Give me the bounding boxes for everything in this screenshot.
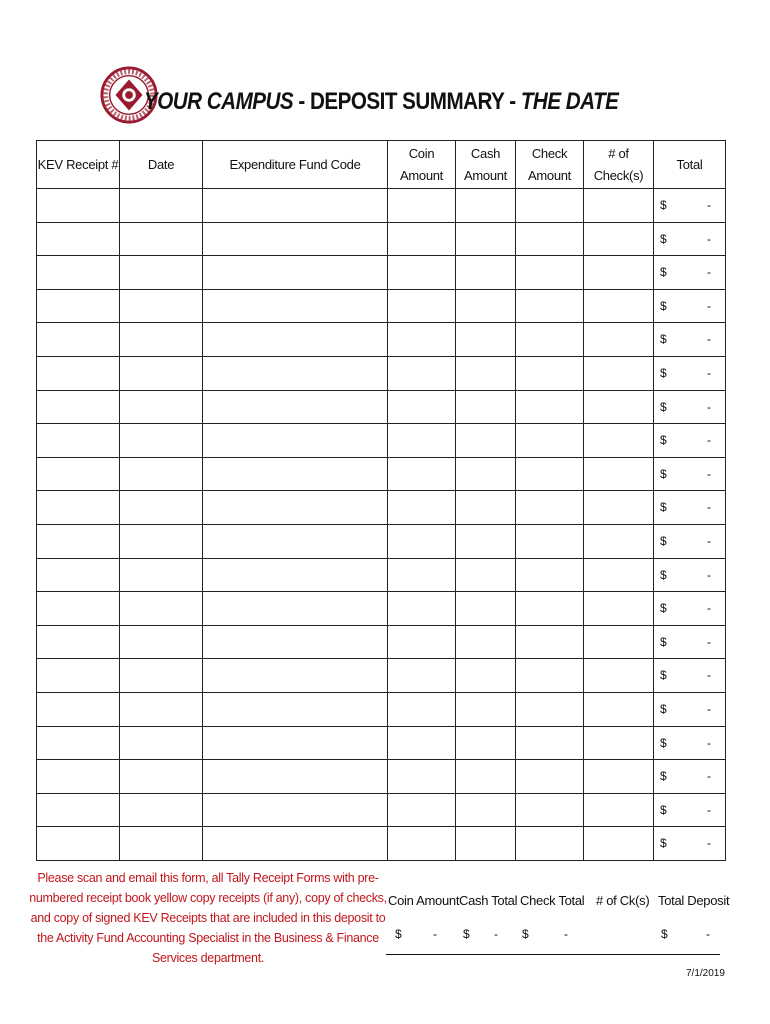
table-cell[interactable]	[516, 491, 584, 525]
cash-total-value: -	[494, 927, 498, 941]
row-total-symbol: $	[660, 533, 667, 548]
row-total-value: -	[707, 601, 711, 616]
table-cell[interactable]	[456, 424, 516, 458]
table-cell	[654, 222, 726, 256]
table-cell[interactable]	[203, 592, 388, 626]
table-cell[interactable]	[203, 659, 388, 693]
table-cell[interactable]	[388, 592, 456, 626]
table-cell	[654, 289, 726, 323]
table-cell[interactable]	[203, 692, 388, 726]
table-row	[37, 625, 726, 659]
table-cell	[654, 625, 726, 659]
table-cell[interactable]	[37, 793, 120, 827]
table-cell[interactable]	[203, 256, 388, 290]
table-cell[interactable]	[203, 289, 388, 323]
table-cell[interactable]	[388, 222, 456, 256]
row-total-value: -	[707, 567, 711, 582]
table-cell[interactable]	[516, 256, 584, 290]
table-cell[interactable]	[37, 524, 120, 558]
row-total-value: -	[707, 533, 711, 548]
column-header	[203, 141, 388, 189]
table-cell[interactable]	[120, 189, 203, 223]
table-cell[interactable]	[37, 390, 120, 424]
table-cell[interactable]	[584, 323, 654, 357]
row-total-symbol: $	[660, 332, 667, 347]
table-cell	[654, 760, 726, 794]
table-cell[interactable]	[388, 793, 456, 827]
table-row	[37, 692, 726, 726]
table-cell[interactable]	[456, 827, 516, 861]
table-cell[interactable]	[516, 424, 584, 458]
table-cell[interactable]	[516, 558, 584, 592]
row-total-symbol: $	[660, 769, 667, 784]
table-cell[interactable]	[120, 659, 203, 693]
column-header-text: Expenditure Fund Code	[229, 156, 361, 172]
table-cell[interactable]	[456, 356, 516, 390]
table-cell	[654, 827, 726, 861]
table-row	[37, 256, 726, 290]
table-cell	[654, 692, 726, 726]
row-total-symbol: $	[660, 365, 667, 380]
table-cell[interactable]	[37, 424, 120, 458]
column-header-text: Cash	[470, 145, 501, 161]
column-header-text: Amount	[527, 167, 571, 183]
table-cell[interactable]	[516, 323, 584, 357]
table-row	[37, 760, 726, 794]
instructions-note: Please scan and email this form, all Tally Receipt Forms with pre-numbered receipt book yellow copy receipts (if any), copy of checks, and copy of signed KEV Receipts that are included in this deposit to the Activity Fund Accounting Specialist in the Business & Finance Services department.	[29, 871, 387, 965]
table-cell[interactable]	[37, 592, 120, 626]
table-cell	[654, 356, 726, 390]
table-cell[interactable]	[37, 222, 120, 256]
row-total-value: -	[707, 399, 711, 414]
table-cell[interactable]	[37, 625, 120, 659]
coin-amount-value: -	[433, 927, 437, 941]
table-cell[interactable]	[456, 323, 516, 357]
table-cell[interactable]	[37, 457, 120, 491]
table-cell[interactable]	[203, 558, 388, 592]
table-cell[interactable]	[456, 222, 516, 256]
coin-amount-symbol: $	[395, 927, 402, 941]
table-cell[interactable]	[388, 323, 456, 357]
table-cell[interactable]	[456, 256, 516, 290]
table-cell[interactable]	[516, 592, 584, 626]
table-cell[interactable]	[456, 524, 516, 558]
table-row	[37, 390, 726, 424]
table-cell[interactable]	[584, 457, 654, 491]
title-campus: YOUR CAMPUS	[144, 88, 294, 115]
page-header	[100, 62, 700, 132]
row-total-value: -	[707, 701, 711, 716]
title-main: DEPOSIT SUMMARY	[309, 88, 505, 115]
row-total-value: -	[707, 668, 711, 683]
row-total-symbol: $	[660, 433, 667, 448]
table-row	[37, 793, 726, 827]
table-cell	[654, 793, 726, 827]
column-header-text: Amount	[463, 167, 507, 183]
table-cell	[654, 323, 726, 357]
title-date: THE DATE	[520, 88, 619, 115]
table-cell[interactable]	[388, 424, 456, 458]
table-cell[interactable]	[584, 289, 654, 323]
table-cell[interactable]	[203, 726, 388, 760]
table-cell[interactable]	[388, 356, 456, 390]
column-header-text: Date	[147, 156, 175, 172]
table-cell	[654, 424, 726, 458]
table-cell[interactable]	[584, 524, 654, 558]
row-total-value: -	[707, 198, 711, 212]
table-cell[interactable]	[37, 491, 120, 525]
cash-total-label: Cash Total	[459, 893, 518, 908]
table-cell[interactable]	[37, 256, 120, 290]
table-cell[interactable]	[120, 289, 203, 323]
table-cell[interactable]	[516, 793, 584, 827]
table-cell[interactable]	[584, 222, 654, 256]
table-row	[37, 524, 726, 558]
check-total-label: Check Total	[520, 893, 585, 908]
table-cell[interactable]	[203, 491, 388, 525]
table-cell[interactable]	[584, 592, 654, 626]
table-cell[interactable]	[388, 659, 456, 693]
table-row	[37, 726, 726, 760]
table-cell[interactable]	[516, 222, 584, 256]
column-header-text: Check	[531, 145, 568, 161]
table-cell[interactable]	[516, 726, 584, 760]
row-total-symbol: $	[660, 735, 667, 750]
table-cell[interactable]	[388, 524, 456, 558]
table-cell[interactable]	[37, 760, 120, 794]
table-cell[interactable]	[388, 558, 456, 592]
table-cell[interactable]	[456, 726, 516, 760]
table-cell[interactable]	[37, 692, 120, 726]
table-row	[37, 558, 726, 592]
total-deposit-symbol: $	[661, 927, 668, 941]
row-total-symbol: $	[660, 399, 667, 414]
column-header	[456, 141, 516, 189]
table-cell	[654, 491, 726, 525]
table-cell[interactable]	[456, 760, 516, 794]
table-cell[interactable]	[120, 457, 203, 491]
table-cell[interactable]	[388, 692, 456, 726]
table-cell[interactable]	[120, 625, 203, 659]
table-cell[interactable]	[388, 491, 456, 525]
row-total-symbol: $	[660, 231, 667, 246]
row-total-value: -	[707, 265, 711, 280]
table-cell	[654, 457, 726, 491]
column-header	[388, 141, 456, 189]
row-total-symbol: $	[660, 265, 667, 280]
table-cell[interactable]	[516, 356, 584, 390]
table-cell[interactable]	[584, 424, 654, 458]
table-header-row	[37, 141, 726, 189]
row-total-value: -	[707, 802, 711, 817]
cash-total-symbol: $	[463, 927, 470, 941]
row-total-value: -	[707, 769, 711, 784]
table-cell[interactable]	[120, 760, 203, 794]
summary-underline	[386, 954, 720, 955]
row-total-symbol: $	[660, 668, 667, 683]
table-row	[37, 491, 726, 525]
table-cell[interactable]	[584, 189, 654, 223]
form-revision-date: 7/1/2019	[686, 968, 725, 979]
table-cell[interactable]	[516, 524, 584, 558]
table-cell[interactable]	[456, 592, 516, 626]
row-total-symbol: $	[660, 466, 667, 481]
table-cell[interactable]	[388, 726, 456, 760]
table-cell[interactable]	[584, 356, 654, 390]
table-cell[interactable]	[516, 289, 584, 323]
table-row	[37, 592, 726, 626]
row-total-value: -	[707, 466, 711, 481]
table-cell[interactable]	[120, 692, 203, 726]
table-cell[interactable]	[456, 692, 516, 726]
table-cell[interactable]	[388, 256, 456, 290]
table-cell[interactable]	[120, 222, 203, 256]
column-header-text: KEV Receipt #	[37, 156, 119, 172]
table-cell[interactable]	[120, 424, 203, 458]
row-total-value: -	[707, 365, 711, 380]
table-cell[interactable]	[37, 356, 120, 390]
table-cell[interactable]	[516, 659, 584, 693]
table-cell[interactable]	[456, 457, 516, 491]
table-cell[interactable]	[584, 760, 654, 794]
total-deposit-label: Total Deposit	[658, 893, 730, 908]
table-cell[interactable]	[584, 625, 654, 659]
row-total-symbol: $	[660, 601, 667, 616]
row-total-value: -	[707, 634, 711, 649]
table-cell[interactable]	[388, 189, 456, 223]
row-total-symbol: $	[660, 567, 667, 582]
table-cell[interactable]	[120, 726, 203, 760]
table-row	[37, 457, 726, 491]
table-cell[interactable]	[203, 424, 388, 458]
table-cell[interactable]	[37, 323, 120, 357]
table-cell[interactable]	[456, 289, 516, 323]
check-total-symbol: $	[522, 927, 529, 941]
table-cell[interactable]	[456, 793, 516, 827]
table-cell[interactable]	[203, 356, 388, 390]
table-cell	[654, 659, 726, 693]
row-total-symbol: $	[660, 198, 667, 212]
row-total-value: -	[707, 298, 711, 313]
row-total-value: -	[707, 231, 711, 246]
row-total-value: -	[707, 433, 711, 448]
row-total-symbol: $	[660, 701, 667, 716]
table-cell[interactable]	[516, 390, 584, 424]
table-cell[interactable]	[37, 189, 120, 223]
table-cell[interactable]	[120, 827, 203, 861]
deposit-table	[36, 140, 726, 861]
table-cell[interactable]	[120, 592, 203, 626]
table-cell[interactable]	[584, 558, 654, 592]
table-cell[interactable]	[120, 256, 203, 290]
table-cell[interactable]	[203, 625, 388, 659]
column-header-text: Total	[676, 156, 703, 172]
column-header	[654, 141, 726, 189]
table-cell[interactable]	[203, 524, 388, 558]
column-header	[516, 141, 584, 189]
column-header	[120, 141, 203, 189]
table-cell[interactable]	[120, 323, 203, 357]
table-cell[interactable]	[584, 390, 654, 424]
table-cell[interactable]	[388, 390, 456, 424]
table-row	[37, 424, 726, 458]
table-cell[interactable]	[203, 189, 388, 223]
table-cell[interactable]	[388, 760, 456, 794]
table-cell	[654, 592, 726, 626]
table-cell[interactable]	[456, 491, 516, 525]
table-cell	[654, 189, 726, 223]
column-header-text: Coin Amount	[399, 145, 443, 183]
row-total-value: -	[707, 836, 711, 851]
table-row	[37, 659, 726, 693]
column-header	[37, 141, 120, 189]
table-cell[interactable]	[203, 457, 388, 491]
table-cell	[654, 524, 726, 558]
table-row	[37, 323, 726, 357]
table-cell[interactable]	[516, 625, 584, 659]
table-cell[interactable]	[203, 760, 388, 794]
table-cell[interactable]	[516, 457, 584, 491]
table-cell	[654, 558, 726, 592]
table-cell[interactable]	[388, 289, 456, 323]
table-cell[interactable]	[516, 827, 584, 861]
table-row	[37, 827, 726, 861]
table-cell[interactable]	[37, 827, 120, 861]
table-cell[interactable]	[516, 692, 584, 726]
table-cell[interactable]	[388, 625, 456, 659]
table-cell[interactable]	[456, 625, 516, 659]
total-deposit-value: -	[706, 927, 710, 941]
table-cell[interactable]	[37, 726, 120, 760]
table-cell[interactable]	[203, 793, 388, 827]
table-cell[interactable]	[584, 793, 654, 827]
row-total-value: -	[707, 500, 711, 515]
table-cell[interactable]	[37, 289, 120, 323]
table-cell[interactable]	[120, 491, 203, 525]
page-title	[144, 88, 618, 116]
title-separator: -	[504, 88, 521, 115]
checks-count-label: # of Ck(s)	[596, 893, 650, 908]
table-cell[interactable]	[120, 390, 203, 424]
table-row	[37, 222, 726, 256]
row-total-symbol: $	[660, 500, 667, 515]
table-cell[interactable]	[203, 827, 388, 861]
table-cell[interactable]	[584, 827, 654, 861]
table-cell[interactable]	[456, 390, 516, 424]
table-cell[interactable]	[516, 760, 584, 794]
table-cell[interactable]	[120, 524, 203, 558]
table-cell[interactable]	[37, 659, 120, 693]
table-row	[37, 356, 726, 390]
table-cell[interactable]	[456, 659, 516, 693]
column-header-text: # of Check(s)	[593, 145, 644, 183]
title-separator: -	[293, 88, 310, 115]
row-total-symbol: $	[660, 634, 667, 649]
table-cell[interactable]	[120, 793, 203, 827]
row-total-symbol: $	[660, 802, 667, 817]
table-cell[interactable]	[203, 222, 388, 256]
table-cell[interactable]	[120, 356, 203, 390]
table-cell[interactable]	[584, 256, 654, 290]
table-cell	[654, 256, 726, 290]
row-total-symbol: $	[660, 836, 667, 851]
table-cell	[654, 390, 726, 424]
table-cell[interactable]	[203, 323, 388, 357]
row-total-value: -	[707, 332, 711, 347]
table-cell[interactable]	[584, 692, 654, 726]
check-total-value: -	[564, 927, 568, 941]
table-cell[interactable]	[456, 558, 516, 592]
row-total-symbol: $	[660, 298, 667, 313]
table-cell	[654, 726, 726, 760]
column-header	[584, 141, 654, 189]
table-cell[interactable]	[120, 558, 203, 592]
table-cell[interactable]	[584, 726, 654, 760]
table-cell[interactable]	[37, 558, 120, 592]
table-cell[interactable]	[456, 189, 516, 223]
table-cell[interactable]	[584, 491, 654, 525]
table-cell[interactable]	[388, 457, 456, 491]
row-total-value: -	[707, 735, 711, 750]
table-row	[37, 289, 726, 323]
coin-amount-label: Coin Amount	[388, 893, 460, 908]
table-cell[interactable]	[516, 189, 584, 223]
table-row	[37, 189, 726, 223]
table-cell[interactable]	[203, 390, 388, 424]
table-cell[interactable]	[584, 659, 654, 693]
table-cell[interactable]	[388, 827, 456, 861]
